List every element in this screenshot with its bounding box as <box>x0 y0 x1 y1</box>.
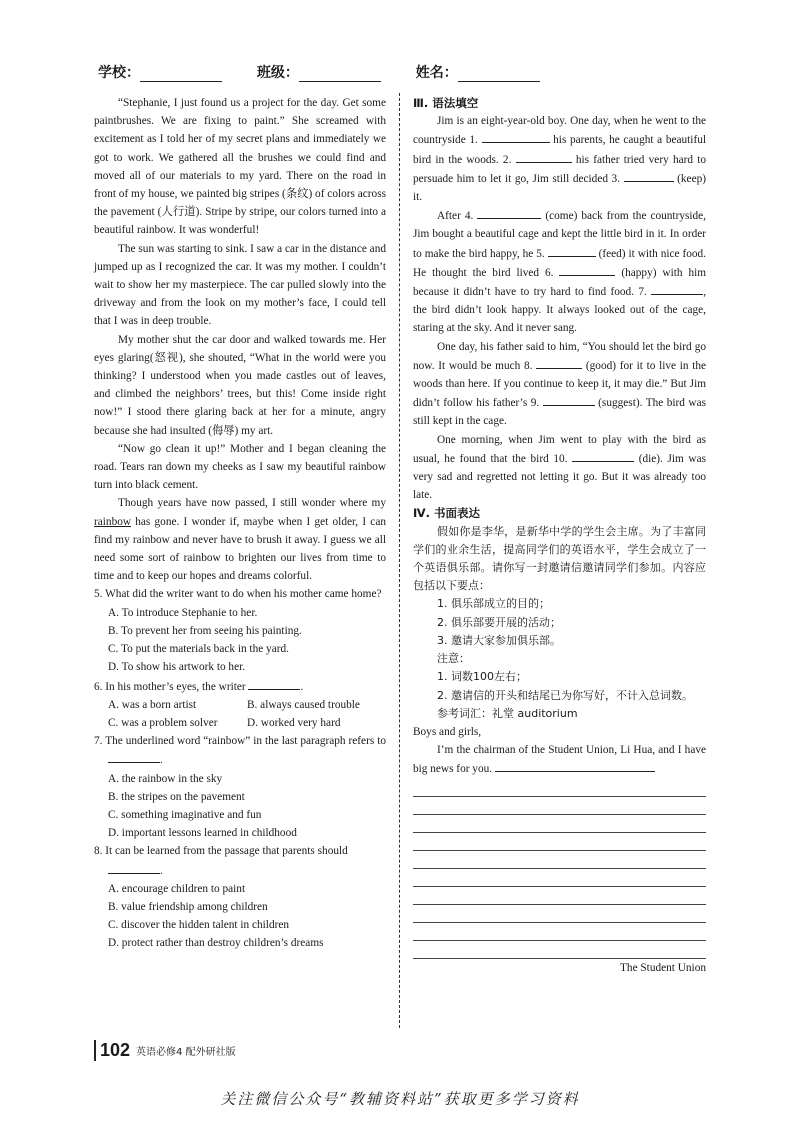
name-label: 姓名： <box>415 65 458 81</box>
question-8: 8. It can be learned from the passage that parents should . <box>94 845 348 877</box>
grammar-paragraph: After 4. (come) back from the countryside, Jim bought a beautiful cage and kept the little bird in it. In order to make the bird happy, he 5. (feed) it with nice food. He thought the bird lived 6. (happy) with him because it didn’t have to try hard to find food. 7. , the bird didn’t look happy. It always looked out of the cage, staring at the sky. And it never sang. <box>413 206 706 337</box>
grammar-paragraph: One day, his father said to him, “You should let the bird go now. It would be much 8. (good) for it to live in the woods than here. If you continue to keep it, it may die.” But Jim didn’t follow his father’s 9. (suggest). The bird was still kept in the cage. <box>413 340 707 428</box>
answer-blank <box>108 861 160 874</box>
answer-blank <box>516 150 572 163</box>
answer-blank <box>624 169 674 182</box>
passage-paragraph: The sun was starting to sink. I saw a car in the distance and jumped up as I recognized the car. It was my mother. I couldn’t wait to show her my masterpiece. The car pulled slowly into the driveway and from the look on my mother’s face, I could tell that I was in deep trouble. <box>94 242 386 328</box>
writing-line <box>413 797 706 815</box>
answer-blank <box>651 282 703 295</box>
student-info-header <box>98 62 540 82</box>
answer-blank <box>536 356 582 369</box>
grammar-paragraph: Jim is an eight-year-old boy. One day, when he went to the countryside 1. his parents, he caught a beautiful bird in the woods. 2. his father tried very hard to persuade him to let it go, Jim still decided 3. (keep) it. <box>413 115 707 204</box>
note-label: 注意： <box>437 652 470 666</box>
page-number: 102 <box>94 1040 130 1061</box>
option: C. discover the hidden talent in children <box>108 919 290 932</box>
class-label: 班级： <box>256 65 299 81</box>
answer-blank <box>572 449 634 462</box>
option: C. To put the materials back in the yard. <box>108 643 289 656</box>
question-5: 5. What did the writer want to do when his mother came home? <box>94 588 382 601</box>
note-item: 2. 邀请信的开头和结尾已为你写好，不计入总词数。 <box>437 688 693 702</box>
writing-line <box>413 833 706 851</box>
option: A. the rainbow in the sky <box>108 772 223 785</box>
answer-blank <box>477 206 541 219</box>
answer-blank <box>548 244 596 257</box>
writing-line <box>413 941 706 959</box>
option: D. protect rather than destroy children’s dreams <box>108 937 324 950</box>
letter-opening: I’m the chairman of the Student Union, Li Hua, and I have big news for you. <box>413 744 706 776</box>
writing-line <box>413 905 706 923</box>
reference-vocab: 参考词汇：礼堂 auditorium <box>437 706 578 720</box>
option: B. value friendship among children <box>108 900 268 913</box>
answer-blank <box>108 750 160 763</box>
letter-greeting: Boys and girls, <box>413 725 482 738</box>
writing-point: 3. 邀请大家参加俱乐部。 <box>437 633 561 647</box>
writing-line <box>413 887 706 905</box>
option-row: C. was a problem solver D. worked very hard <box>108 716 341 729</box>
name-blank <box>458 67 540 82</box>
writing-line <box>413 923 706 941</box>
section-3-title: Ⅲ. 语法填空 <box>413 96 479 110</box>
underlined-rainbow: rainbow <box>94 515 132 528</box>
writing-line <box>413 815 706 833</box>
passage-paragraph: “Now go clean it up!” Mother and I began cleaning the road. Tears ran down my cheeks as I saw my beautiful rainbow turn into black cement. <box>94 442 386 492</box>
column-divider <box>399 93 400 1028</box>
option: B. To prevent her from seeing his painting. <box>108 624 302 637</box>
option: A. To introduce Stephanie to her. <box>108 606 258 619</box>
class-blank <box>299 67 381 82</box>
writing-line <box>495 759 655 772</box>
note-item: 1. 词数100左右； <box>437 670 527 684</box>
book-title: 英语必修4 配外研社版 <box>136 1047 236 1058</box>
promo-note: 关注微信公众号“教辅资料站”获取更多学习资料 <box>220 1090 580 1108</box>
writing-line <box>413 869 706 887</box>
option: C. something imaginative and fun <box>108 808 262 821</box>
school-label: 学校： <box>98 65 140 81</box>
question-7: 7. The underlined word “rainbow” in the last paragraph refers to . <box>94 735 386 767</box>
writing-point: 1. 俱乐部成立的目的； <box>437 597 550 611</box>
option: B. the stripes on the pavement <box>108 790 245 803</box>
grammar-paragraph: One morning, when Jim went to play with the bird as usual, he found that the bird 10. (die). Jim was very sad and regretted not letting it go. But it was already too late. <box>413 433 706 502</box>
passage-paragraph: “Stephanie, I just found us a project for the day. Get some paintbrushes. We are fixing to paint.” She screamed with excitement as I told her of my secret plans and immediately we got to work. We gathered all the brushes we could find and moved all of our materials to my yard. There on the road in front of my house, we painted big stripes (条纹) of colors across the pavement (人行道). Stripe by stripe, our colors turned into a beautiful rainbow. It was wonderful! <box>94 97 386 237</box>
option: A. encourage children to paint <box>108 882 246 895</box>
school-blank <box>140 67 222 82</box>
letter-signature: The Student Union <box>620 962 706 975</box>
option: D. To show his artwork to her. <box>108 661 246 674</box>
question-6: 6. In his mother’s eyes, the writer . <box>94 677 386 696</box>
option-row: A. was a born artist B. always caused trouble <box>108 698 360 711</box>
answer-blank <box>559 263 615 276</box>
passage-paragraph: My mother shut the car door and walked towards me. Her eyes glaring(怒视), she shouted, “What in the world were you thinking? I understood when you made castles out of leaves, and climbed the neighbors’ trees, but this! Come inside right now!” I stood there glaring back at her for a minute, angry because she had insulted (侮辱) my art. <box>94 333 386 437</box>
writing-point: 2. 俱乐部要开展的活动； <box>437 615 561 629</box>
answer-blank <box>543 393 595 406</box>
writing-prompt: 假如你是李华，是新华中学的学生会主席。为了丰富同学们的业余生活，提高同学们的英语水平，学生会成立了一个英语俱乐部。请你写一封邀请信邀请同学们参加。内容应包括以下要点： <box>413 524 706 593</box>
reading-column <box>94 94 386 953</box>
answer-blank <box>248 677 300 690</box>
writing-line <box>413 851 706 869</box>
option: D. important lessons learned in childhood <box>108 827 297 840</box>
page-footer <box>94 1040 236 1061</box>
answer-blank <box>482 130 550 143</box>
section-4-title: Ⅳ. 书面表达 <box>413 506 481 521</box>
writing-line <box>413 779 706 797</box>
passage-paragraph: Though years have now passed, I still wonder where my rainbow has gone. I wonder if, maybe when I get older, I can find my rainbow and never have to brush it away. I guess we all need some sort of rainbow to brighten our lives from time to time and to keep our hopes and dreams colorful. <box>94 497 386 583</box>
grammar-writing-column <box>413 94 706 978</box>
